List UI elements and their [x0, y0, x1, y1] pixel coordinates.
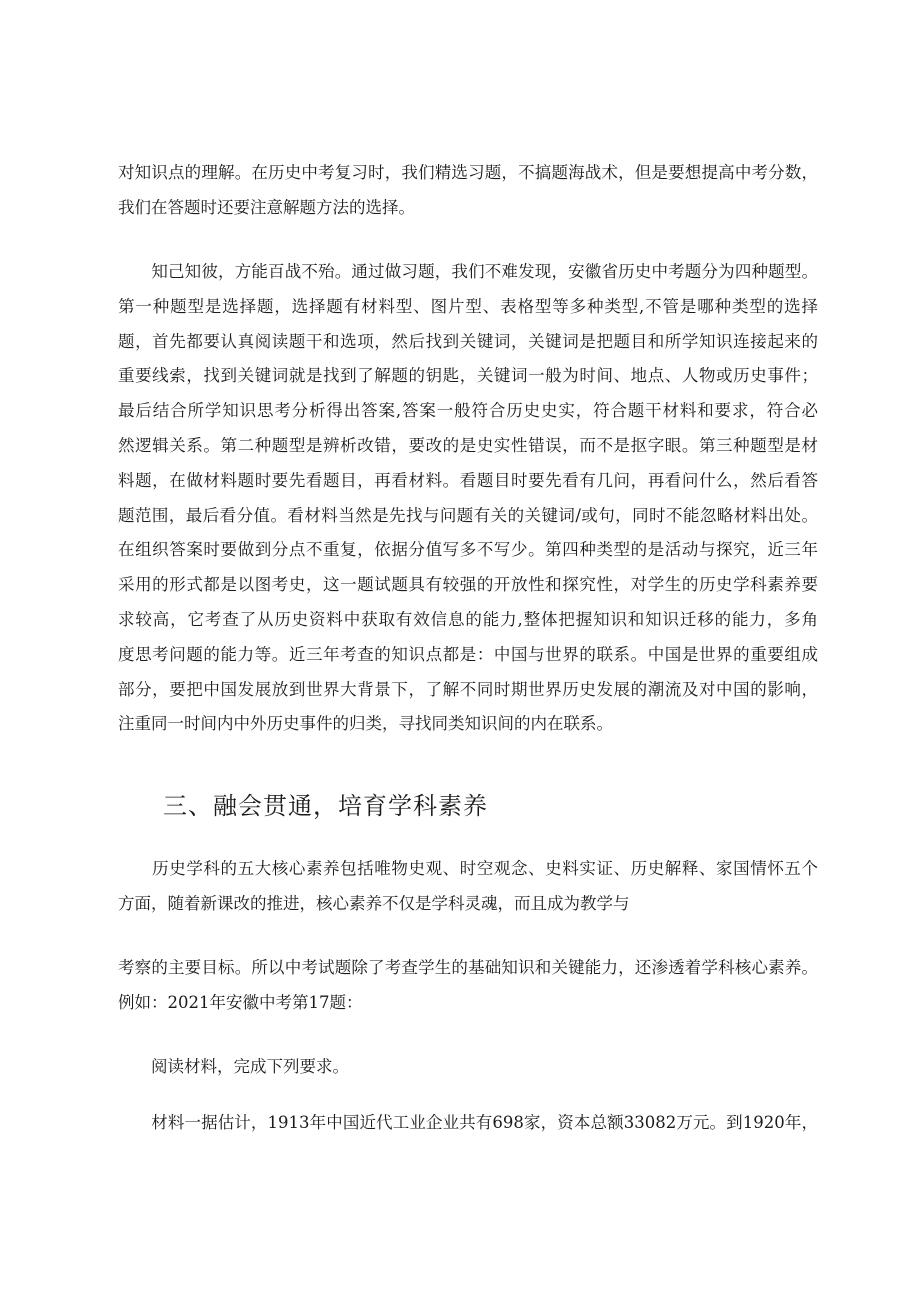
text-line: 我们在答题时还要注意解题方法的选择。: [118, 197, 415, 217]
text-line: 然逻辑关系。第二种题型是辨析改错，要改的是史实性错误，而不是抠字眼。第三种题型是材: [118, 435, 818, 455]
text-line: 第一种题型是选择题，选择题有材料型、图片型、表格型等多种类型,不管是哪种类型的选择: [118, 296, 818, 316]
text-line: 部分，要把中国发展放到世界大背景下，了解不同时期世界历史发展的潮流及对中国的影响，: [118, 679, 818, 699]
text-line: 考察的主要目标。所以中考试题除了考查学生的基础知识和关键能力，还渗透着学科核心素养。: [118, 958, 818, 977]
text-line: 历史学科的五大核心素养包括唯物史观、时空观念、史料实证、历史解释、家国情怀五个: [118, 859, 818, 878]
text-line: 题，首先都要认真阅读题干和选项，然后找到关键词，关键词是把题目和所学知识连接起来的: [118, 331, 818, 351]
text-line: 求较高，它考查了从历史资料中获取有效信息的能力,整体把握知识和知识迁移的能力，多角: [118, 609, 818, 629]
paragraph-material-one: [118, 1106, 818, 1141]
paragraph-core-literacy: [118, 852, 818, 922]
text-line: 知己知彼，方能百战不殆。通过做习题，我们不难发现，安徽省历史中考题分为四种题型。: [118, 262, 818, 281]
text-line: 最后结合所学知识思考分析得出答案,答案一般符合历史史实，符合题干材料和要求，符合必: [118, 401, 818, 421]
section-heading: 三、融会贯通，培育学科素养: [163, 792, 488, 820]
text-line: 例如：2021年安徽中考第17题：: [118, 992, 363, 1012]
text-line: 重要线索，找到关键词就是找到了解题的钥匙，关键词一般为时间、地点、人物或历史事件；: [118, 366, 818, 386]
text-line: 对知识点的理解。在历史中考复习时，我们精选习题，不搞题海战术，但是要想提高中考分数，: [118, 163, 818, 182]
paragraph-intro: [118, 156, 818, 226]
paragraph-question-types: [118, 255, 818, 742]
text-line: 度思考问题的能力等。近三年考查的知识点都是：中国与世界的联系。中国是世界的重要组成: [118, 644, 818, 664]
text-line: 方面，随着新课改的推进，核心素养不仅是学科灵魂，而且成为教学与: [118, 893, 630, 913]
text-line: 阅读材料，完成下列要求。: [118, 1057, 349, 1076]
text-line: 题范围，最后看分值。看材料当然是先找与问题有关的关键词/或句，同时不能忽略材料出处。: [118, 505, 818, 525]
text-line: 材料一据估计，1913年中国近代工业企业共有698家，资本总额33082万元。到1920年，: [118, 1113, 818, 1132]
text-line: 料题，在做材料题时要先看题目，再看材料。看题目时要先看有几问，再看问什么，然后看答: [118, 470, 818, 490]
text-line: 在组织答案时要做到分点不重复，依据分值写多不写少。第四种类型的是活动与探究，近三年: [118, 540, 818, 560]
text-line: 注重同一时间内中外历史事件的归类，寻找同类知识间的内在联系。: [118, 714, 613, 734]
paragraph-read-material: [118, 1050, 818, 1085]
text-line: 采用的形式都是以图考史，这一题试题具有较强的开放性和探究性，对学生的历史学科素养要: [118, 575, 818, 595]
paragraph-exam-example: [118, 951, 818, 1021]
